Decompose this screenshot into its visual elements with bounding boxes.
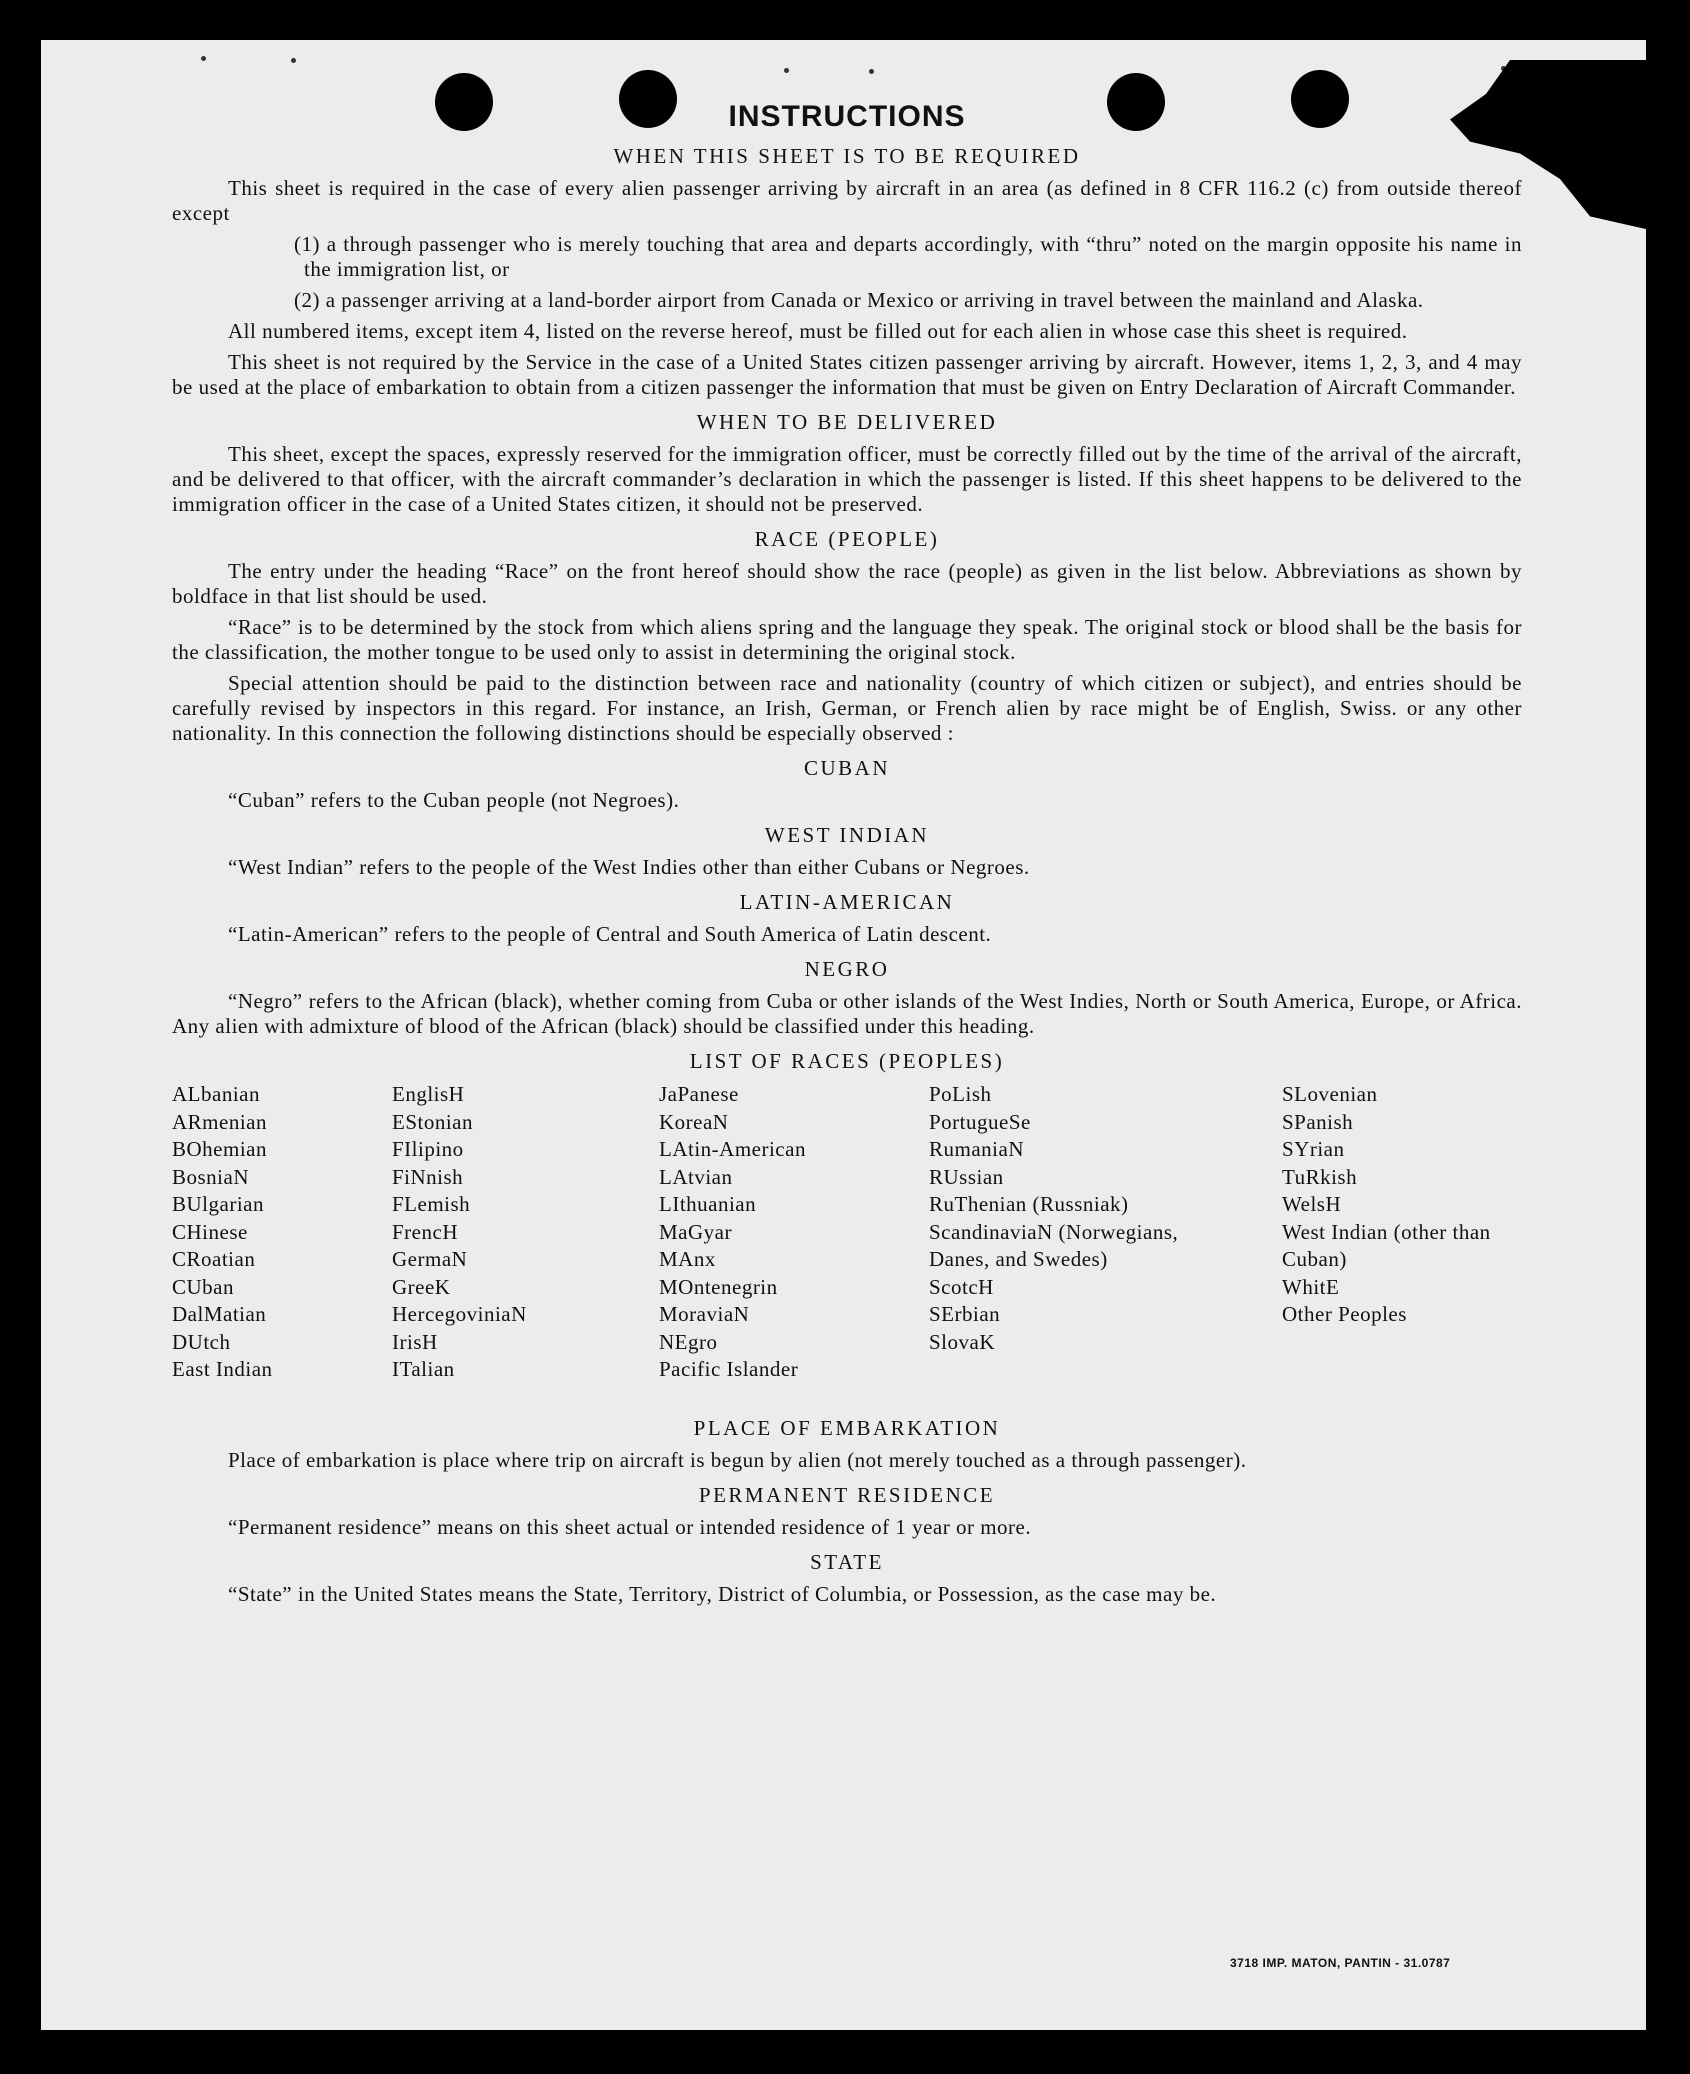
race-entry: FrencH [392,1219,458,1244]
race-entry: CRoatian [172,1247,256,1271]
heading-latin-american: LATIN-AMERICAN [739,890,955,914]
race-entry: MOntenegrin [659,1274,778,1299]
race-entry: RumaniaN [929,1137,1024,1161]
race-entry: WelsH [1282,1192,1342,1216]
heading-negro: NEGRO [804,957,890,981]
race-entry: FIlipino [392,1137,464,1161]
paragraph: The entry under the heading “Race” on the front hereof should show the race (people) as given in the list below. Abbreviations as shown by boldface in that list should be used. [172,559,1522,608]
instructions-body [172,100,1522,1613]
heading-when-required: WHEN THIS SHEET IS TO BE REQUIRED [613,144,1081,168]
race-entry: RuThenian (Russniak) [929,1192,1129,1216]
race-entry: GermaN [392,1247,468,1271]
race-entry: FLemish [392,1192,471,1216]
heading-race: RACE (PEOPLE) [754,527,940,551]
race-entry: ScotcH [929,1274,994,1299]
race-entry: ITalian [392,1357,455,1381]
race-entry: Other Peoples [1282,1302,1407,1326]
race-column-4 [929,1081,1209,1356]
race-entry: SYrian [1282,1137,1345,1161]
race-entry: DUtch [172,1329,231,1354]
race-column-3 [659,1081,899,1384]
race-entry: DalMatian [172,1302,267,1326]
paragraph: This sheet is required in the case of every alien passenger arriving by aircraft in an area (as defined in 8 CFR 116.2 (c) from outside thereof except [172,176,1522,225]
race-entry: CUban [172,1274,234,1299]
race-list [172,1081,1522,1406]
race-entry: NEgro [659,1329,718,1354]
race-entry: LIthuanian [659,1192,757,1216]
race-entry: Pacific Islander [659,1357,799,1381]
race-entry: MoraviaN [659,1302,750,1326]
race-entry: EnglisH [392,1082,465,1106]
paragraph: “Race” is to be determined by the stock from which aliens spring and the language they speak. The original stock or blood shall be the basis for the classification, the mother tongue to be used only to assist in determining the original stock. [172,615,1522,664]
race-entry: SPanish [1282,1109,1354,1134]
paragraph: “Cuban” refers to the Cuban people (not Negroes). [228,788,680,812]
heading-cuban: CUBAN [803,756,890,780]
race-column-5 [1282,1081,1522,1329]
race-entry: HercegoviniaN [392,1302,527,1326]
heading-state: STATE [810,1550,884,1574]
race-entry: KoreaN [659,1109,729,1134]
speck [784,68,789,73]
race-entry: West Indian (other than Cuban) [1282,1219,1491,1271]
paragraph: All numbered items, except item 4, listed on the reverse hereof, must be filled out for each alien in whose case this sheet is required. [228,319,1408,343]
paragraph: This sheet is not required by the Service in the case of a United States citizen passenger arriving by aircraft. However, items 1, 2, 3, and 4 may be used at the place of embarkation to obtain from a citizen passenger the information that must be given on Entry Declaration of Aircraft Commander. [172,350,1522,399]
race-entry: ALbanian [172,1082,260,1106]
paragraph: “Negro” refers to the African (black), whether coming from Cuba or other islands of the West Indies, North or South America, Europe, or Africa. Any alien with admixture of blood of the African (black) should be classified under this heading. [172,989,1522,1038]
race-entry: BUlgarian [172,1192,264,1216]
race-entry: SlovaK [929,1329,995,1354]
race-entry: RUssian [929,1164,1004,1189]
race-entry: PortugueSe [929,1109,1031,1134]
heading-list-of-races: LIST OF RACES (PEOPLES) [689,1049,1005,1073]
page-title: INSTRUCTIONS [728,100,966,133]
paragraph: “West Indian” refers to the people of the West Indies other than either Cubans or Negroes. [228,855,1030,879]
heading-when-delivered: WHEN TO BE DELIVERED [696,410,998,434]
printer-imprint: 3718 IMP. MATON, PANTIN - 31.0787 [1230,1956,1451,1970]
paragraph: Special attention should be paid to the distinction between race and nationality (country of which citizen or subject), and entries should be carefully revised by inspectors in this regard. For instance, an Irish, German, or French alien by race might be of English, Swiss. or any other nationality. In this connection the following distinctions should be especially observed : [172,671,1522,745]
race-column-1 [172,1081,372,1384]
race-entry: BOhemian [172,1137,267,1161]
exception-item-2: (2) a passenger arriving at a land-border airport from Canada or Mexico or arriving in travel between the mainland and Alaska. [294,288,1424,312]
exception-item-1: (1) a through passenger who is merely touching that area and departs accordingly, with “thru” noted on the margin opposite his name in the immigration list, or [294,232,1522,281]
paragraph: This sheet, except the spaces, expressly reserved for the immigration officer, must be correctly filled out by the time of the arrival of the aircraft, and be delivered to that officer, with the aircraft commander’s declaration in which the passenger is listed. If this sheet happens to be delivered to the immigration officer in the case of a United States citizen, it should not be preserved. [172,442,1522,516]
race-entry: PoLish [929,1082,992,1106]
race-entry: GreeK [392,1274,451,1299]
heading-embarkation: PLACE OF EMBARKATION [693,1416,1001,1440]
race-entry: ARmenian [172,1109,267,1134]
race-entry: East Indian [172,1357,273,1381]
race-entry: JaPanese [659,1082,739,1106]
paragraph: Place of embarkation is place where trip on aircraft is begun by alien (not merely touched as a through passenger). [228,1448,1247,1472]
race-entry: BosniaN [172,1164,249,1189]
race-entry: CHinese [172,1219,248,1244]
race-entry: EStonian [392,1109,473,1134]
race-entry: FiNnish [392,1164,464,1189]
race-entry: ScandinaviaN (Norwegians, Danes, and Swedes) [929,1219,1179,1271]
paragraph: “State” in the United States means the State, Territory, District of Columbia, or Possession, as the case may be. [228,1582,1217,1606]
paragraph: “Permanent residence” means on this sheet actual or intended residence of 1 year or more. [228,1515,1032,1539]
race-entry: SLovenian [1282,1082,1378,1106]
race-entry: TuRkish [1282,1164,1358,1189]
race-column-2 [392,1081,632,1384]
race-entry: LAtvian [659,1164,733,1189]
race-entry: IrisH [392,1329,438,1354]
race-entry: WhitE [1282,1274,1340,1299]
race-entry: MaGyar [659,1219,732,1244]
race-entry: SErbian [929,1302,1001,1326]
heading-west-indian: WEST INDIAN [764,823,930,847]
race-entry: LAtin-American [659,1137,806,1161]
speck [291,58,296,63]
speck [869,69,874,74]
paragraph: “Latin-American” refers to the people of Central and South America of Latin descent. [228,922,992,946]
heading-permanent-residence: PERMANENT RESIDENCE [698,1483,996,1507]
speck [201,56,206,61]
race-entry: MAnx [659,1247,716,1271]
